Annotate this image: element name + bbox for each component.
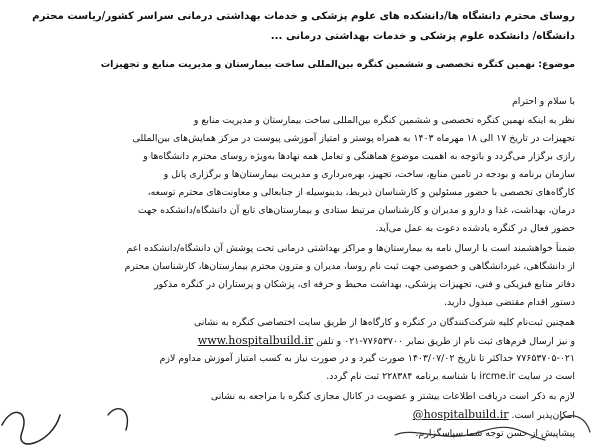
paragraph2-line: از دانشگاهی، غیردانشگاهی و خصوصی جهت ثبت نام روسا، مدیران و مترون محترم بیمارستان‌ها، کارشناسان محترم (124, 261, 575, 272)
paragraph1-line: کارگاه‌های تخصصی با حضور مسئولین و کارشناسان ذیربط، بدینوسیله از جنابعالی و معاونت‌های محترم توسعه، (147, 187, 575, 198)
subject-line: موضوع: نهمین کنگره تخصصی و ششمین کنگره بین‌المللی ساخت بیمارستان و مدیریت منابع و تجهیزات (100, 59, 575, 70)
paragraph4-line (0, 408, 575, 422)
greeting: با سلام و احترام (512, 96, 575, 107)
paragraph2-line: دستور اقدام مقتضی مبذول دارید. (443, 297, 575, 308)
paragraph3-line: است در سایت ircme.ir با شناسه برنامه ۲۲۸۳۸۴ ثبت نام گردد. (326, 371, 575, 382)
paragraph3-line: ۷۷۶۵۳۷۰۵-۰۲۱ حداکثر تا تاریخ ۱۴۰۳/۰۷/۰۲ صورت گیرد و در صورت نیاز به کسب امتیاز آموزش مداوم لازم (159, 353, 575, 364)
site-link-text: و نیز ارسال فرم‌های ثبت نام از طریق نمابر ۷۷۶۵۳۷۰۰-۰۲۱ و تلفن (316, 336, 575, 347)
paragraph1-line: تجهیزات در تاریخ ۱۷ الی ۱۸ مهرماه ۱۴۰۳ به همراه پوستر و امتیاز آموزشی پیوست در مرکز همایش‌های بین‌المللی (132, 133, 575, 144)
channel-link[interactable]: @hospitalbuild.ir (412, 408, 509, 421)
paragraph4-line: لازم به ذکر است دریافت اطلاعات بیشتر و عضویت در کانال مجازی کنگره با مراجعه به نشانی (210, 391, 575, 402)
paragraph2-line: دفاتر منابع فیزیکی و فنی، تجهیزات پزشکی، بهداشت محیط و حرفه ای، پزشکان و پرستاران در کنگره مذکور (154, 279, 575, 290)
paragraph1-line: سازمان برنامه و بودجه در تامین منابع، ساخت، تجهیز، بهره‌برداری و مدیریت بیمارستان‌ها و برگزاری پانل و (163, 169, 575, 180)
paragraph2-line: ضمناً خواهشمند است با ارسال نامه به بیمارستان‌ها و مراکز بهداشتی درمانی تحت پوشش آن دانشگاه/دانشکده اعم (126, 243, 575, 254)
channel-suffix: امکان‌پذیر است. (511, 410, 575, 421)
paragraph1-line: حضور فعال در کنگره یادشده دعوت به عمل می‌آید. (375, 223, 575, 234)
closing-line: پیشاپیش از حسن توجه شما سپاسگزارم. (415, 428, 575, 439)
paragraph1-line: نظر به اینکه نهمین کنگره تخصصی و ششمین کنگره بین‌المللی ساخت بیمارستان و مدیریت منابع و (193, 115, 575, 126)
paragraph3-line (0, 334, 575, 348)
paragraph3-line: همچنین ثبت‌نام کلیه شرکت‌کنندگان در کنگره و کارگاه‌ها از طریق سایت اختصاصی کنگره به نشانی (193, 317, 575, 328)
recipient-line-2: دانشگاه/ دانشکده علوم پزشکی و خدمات بهداشتی درمانی ... (270, 31, 575, 42)
recipient-line-1: روسای محترم دانشگاه ها/دانشکده های علوم پزشکی و خدمات بهداشتی درمانی سراسر کشور/ریاست محترم (32, 11, 575, 22)
paragraph1-line: درمان، بهداشت، غذا و دارو و مدیران و کارشناسان مرتبط ستادی و بیمارستان‌های تابع آن دانشگاه/دانشکده جهت (137, 205, 575, 216)
website-link[interactable]: www.hospitalbuild.ir (197, 334, 314, 347)
paragraph1-line: رازی برگزار می‌گردد و باتوجه به اهمیت موضوع هماهنگی و تعامل همه نهادها به‌ویژه روسای محترم دانشگاه‌ها و (143, 151, 575, 162)
